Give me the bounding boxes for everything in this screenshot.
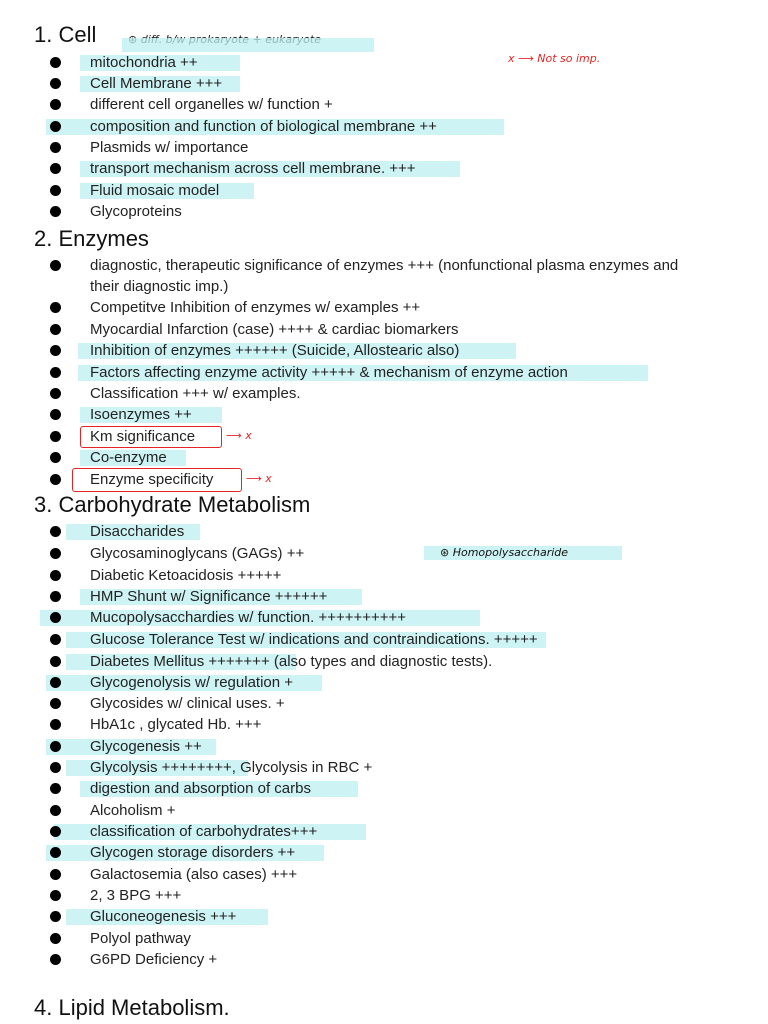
- list-item: Enzyme specificity: [90, 471, 214, 488]
- bullet: [50, 142, 61, 153]
- bullet: [50, 452, 61, 463]
- list-item: Glycogen storage disorders ++: [90, 844, 296, 861]
- list-item: Galactosemia (also cases) +++: [90, 866, 298, 883]
- section-title-cell: 1. Cell: [34, 22, 97, 47]
- bullet: [50, 163, 61, 174]
- bullet: [50, 431, 61, 442]
- bullet: [50, 634, 61, 645]
- bullet: [50, 302, 61, 313]
- list-item: Inhibition of enzymes ++++++ (Suicide, Allostearic also): [90, 342, 460, 359]
- bullet: [50, 954, 61, 965]
- list-item: Glycoproteins: [90, 203, 182, 220]
- bullet: [50, 805, 61, 816]
- bullet: [50, 78, 61, 89]
- bullet: [50, 911, 61, 922]
- list-item: Isoenzymes ++: [90, 406, 192, 423]
- section-title-lipid: 4. Lipid Metabolism.: [34, 995, 230, 1020]
- list-item: Factors affecting enzyme activity +++++ & mechanism of enzyme action: [90, 364, 568, 381]
- bullet: [50, 890, 61, 901]
- bullet: [50, 591, 61, 602]
- list-item: diagnostic, therapeutic significance of enzymes +++ (nonfunctional plasma enzymes and their diagnostic imp.): [90, 257, 679, 295]
- list-item: digestion and absorption of carbs: [90, 780, 311, 797]
- bullet: [50, 206, 61, 217]
- list-item: Mucopolysacchardies w/ function. ++++++++++: [90, 609, 407, 626]
- list-item: Polyol pathway: [90, 930, 191, 947]
- bullet: [50, 409, 61, 420]
- bullet: [50, 698, 61, 709]
- bullet: [50, 656, 61, 667]
- list-item: Plasmids w/ importance: [90, 139, 249, 156]
- bullet: [50, 741, 61, 752]
- list-item: HMP Shunt w/ Significance ++++++: [90, 588, 328, 605]
- list-item: Glycolysis ++++++++, Glycolysis in RBC +: [90, 759, 373, 776]
- list-item: Gluconeogenesis +++: [90, 908, 237, 925]
- list-item: Glycosaminoglycans (GAGs) ++: [90, 545, 305, 562]
- bullet: [50, 762, 61, 773]
- bullet: [50, 99, 61, 110]
- list-item: Cell Membrane +++: [90, 75, 223, 92]
- list-item: different cell organelles w/ function +: [90, 96, 333, 113]
- list-item: Glucose Tolerance Test w/ indications and contraindications. +++++: [90, 631, 538, 648]
- bullet: [50, 612, 61, 623]
- bullet: [50, 783, 61, 794]
- list-item: Diabetic Ketoacidosis +++++: [90, 567, 282, 584]
- list-item: Glycogenesis ++: [90, 738, 202, 755]
- bullet: [50, 826, 61, 837]
- list-item: Glycogenolysis w/ regulation +: [90, 674, 294, 691]
- handwritten-legend: x ⟶ Not so imp.: [508, 52, 601, 65]
- bullet: [50, 869, 61, 880]
- bullet: [50, 324, 61, 335]
- bullet: [50, 548, 61, 559]
- list-item: Disaccharides: [90, 523, 185, 540]
- list-item: Classification +++ w/ examples.: [90, 385, 301, 402]
- list-item: 2, 3 BPG +++: [90, 887, 182, 904]
- list-item: Competitve Inhibition of enzymes w/ examples ++: [90, 299, 421, 316]
- list-item: G6PD Deficiency +: [90, 951, 218, 968]
- bullet: [50, 570, 61, 581]
- list-item: Glycosides w/ clinical uses. +: [90, 695, 285, 712]
- list-item: Alcoholism +: [90, 802, 176, 819]
- list-item: Km significance: [90, 428, 196, 445]
- red-arrow-specificity: ⟶ x: [246, 472, 272, 485]
- list-item: composition and function of biological membrane ++: [90, 118, 437, 135]
- bullet: [50, 367, 61, 378]
- bullet: [50, 121, 61, 132]
- bullet: [50, 677, 61, 688]
- bullet: [50, 185, 61, 196]
- list-item: Fluid mosaic model: [90, 182, 220, 199]
- bullet: [50, 847, 61, 858]
- list-item: transport mechanism across cell membrane. +++: [90, 160, 416, 177]
- list-item: Diabetes Mellitus +++++++ (also types and diagnostic tests).: [90, 653, 493, 670]
- bullet: [50, 345, 61, 356]
- bullet: [50, 933, 61, 944]
- bullet: [50, 57, 61, 68]
- bullet: [50, 719, 61, 730]
- list-item: Myocardial Infarction (case) ++++ & cardiac biomarkers: [90, 321, 459, 338]
- highlight: [122, 38, 374, 52]
- bullet: [50, 526, 61, 537]
- list-item: classification of carbohydrates+++: [90, 823, 318, 840]
- section-title-enzymes: 2. Enzymes: [34, 226, 149, 251]
- list-item: HbA1c , glycated Hb. +++: [90, 716, 262, 733]
- bullet: [50, 388, 61, 399]
- section-title-carbohydrate: 3. Carbohydrate Metabolism: [34, 492, 311, 517]
- red-arrow-km: ⟶ x: [226, 429, 252, 442]
- bullet: [50, 474, 61, 485]
- handwritten-note-gags: ⊛ Homopolysaccharide: [440, 546, 569, 559]
- bullet: [50, 260, 61, 271]
- list-item: Co-enzyme: [90, 449, 167, 466]
- list-item: mitochondria ++: [90, 54, 198, 71]
